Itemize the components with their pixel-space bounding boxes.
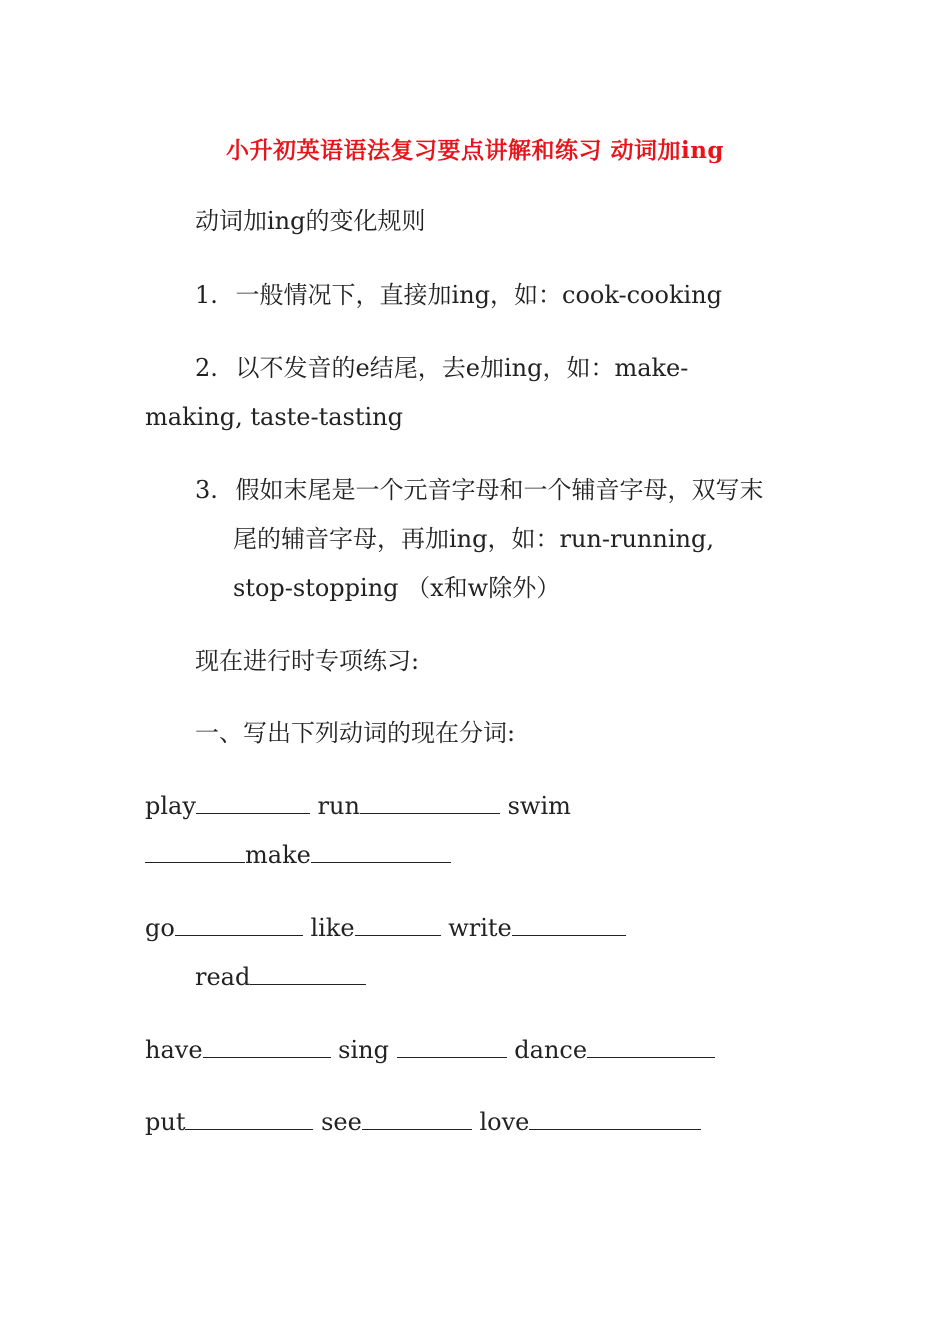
answer-blank-go[interactable] (175, 913, 303, 936)
rule-3-number: 3. (195, 476, 218, 504)
word-go: go (145, 914, 175, 942)
word-put: put (145, 1108, 186, 1136)
rule-3-line-3: stop-stopping （x和w除外） (233, 574, 561, 602)
answer-blank-make[interactable] (311, 840, 451, 863)
answer-blank-dance[interactable] (587, 1035, 715, 1058)
answer-blank-write[interactable] (512, 913, 626, 936)
exercise-row-1 (145, 791, 571, 821)
rule-3-text: 假如末尾是一个元音字母和一个辅音字母，双写末 (235, 476, 764, 504)
answer-blank-have[interactable] (203, 1035, 331, 1058)
practice-heading: 现在进行时专项练习: (195, 647, 420, 675)
exercise-row-2 (145, 913, 626, 943)
rule-3-line-1 (195, 475, 764, 505)
word-run: run (317, 792, 360, 820)
exercise-row-1b (145, 840, 451, 870)
rule-1-text: 一般情况下，直接加ing，如：cook-cooking (235, 281, 722, 309)
word-see: see (321, 1108, 362, 1136)
answer-blank-run[interactable] (360, 791, 500, 814)
rules-heading: 动词加ing的变化规则 (195, 207, 426, 235)
word-swim: swim (507, 792, 571, 820)
rule-2-text: 以不发音的e结尾，去e加ing，如：make- (235, 354, 689, 382)
answer-blank-read[interactable] (250, 962, 366, 985)
word-read: read (195, 963, 251, 991)
word-write: write (448, 914, 512, 942)
word-play: play (145, 792, 196, 820)
document-title: 小升初英语语法复习要点讲解和练习 动词加ing (225, 137, 725, 164)
exercise-row-2b (195, 962, 366, 992)
word-have: have (145, 1036, 203, 1064)
rule-1 (195, 280, 722, 310)
word-make: make (245, 841, 311, 869)
answer-blank-see[interactable] (362, 1107, 472, 1130)
answer-blank-love[interactable] (529, 1107, 701, 1130)
answer-blank-play[interactable] (196, 791, 310, 814)
rule-2-line-2: making, taste-tasting (145, 403, 403, 431)
answer-blank-sing[interactable] (397, 1035, 507, 1058)
exercise-row-4 (145, 1107, 701, 1137)
word-sing: sing (338, 1036, 389, 1064)
rule-2-line-1 (195, 353, 688, 383)
answer-blank-like[interactable] (355, 913, 441, 936)
answer-blank-put[interactable] (185, 1107, 313, 1130)
word-love: love (479, 1108, 530, 1136)
rule-1-number: 1. (195, 281, 218, 309)
exercise-row-3 (145, 1035, 715, 1065)
answer-blank-swim[interactable] (145, 840, 245, 863)
exercise-heading: 一、写出下列动词的现在分词: (195, 719, 516, 747)
rule-3-line-2: 尾的辅音字母，再加ing，如：run-running, (233, 525, 714, 553)
word-like: like (310, 914, 355, 942)
rule-2-number: 2. (195, 354, 218, 382)
word-dance: dance (514, 1036, 588, 1064)
